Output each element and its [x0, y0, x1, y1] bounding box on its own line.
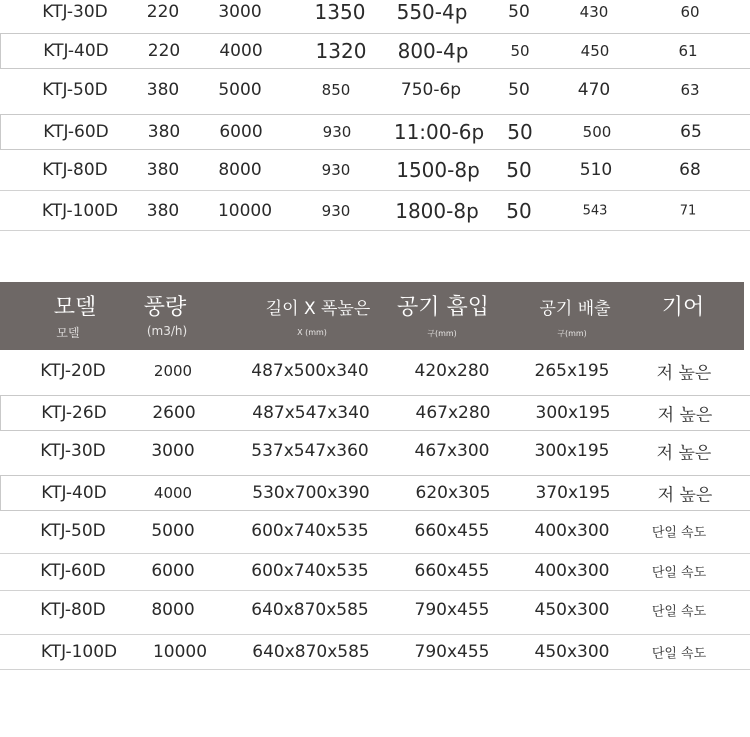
model-cell: KTJ-30D — [40, 441, 106, 461]
value-cell: 68 — [679, 160, 701, 180]
value-cell: 1320 — [315, 39, 367, 63]
airflow-cell: 4000 — [219, 41, 263, 61]
value-cell: 930 — [321, 202, 351, 220]
value-cell: 930 — [321, 161, 351, 179]
gear-cell: 저 높은 — [656, 363, 712, 384]
airflow-cell: 5000 — [218, 80, 262, 100]
intake-cell: 790x455 — [414, 642, 490, 662]
table-row — [0, 475, 750, 511]
motor-cell: 11:00-6p — [393, 120, 485, 144]
model-cell: KTJ-50D — [40, 521, 106, 541]
frequency-cell: 50 — [508, 2, 530, 22]
dimensions-cell: 600x740x535 — [251, 521, 369, 541]
exhaust-cell: 400x300 — [534, 561, 610, 581]
exhaust-cell: 450x300 — [534, 642, 610, 662]
airflow-cell: 4000 — [153, 484, 193, 502]
header-air-exhaust-unit: 구(mm) — [557, 329, 587, 338]
airflow-cell: 10000 — [152, 642, 208, 662]
gear-cell: 저 높은 — [657, 485, 713, 506]
table-row — [0, 553, 750, 589]
intake-cell: 660x455 — [414, 521, 490, 541]
header-gear: 기어 — [661, 295, 705, 320]
model-cell: KTJ-50D — [42, 80, 108, 100]
header-model: 모델 — [53, 295, 97, 320]
intake-cell: 467x280 — [415, 403, 491, 423]
table-row — [0, 395, 750, 431]
dimensions-cell: 537x547x360 — [251, 441, 369, 461]
airflow-cell: 2600 — [152, 403, 196, 423]
header-air-exhaust: 공기 배출 — [539, 299, 611, 319]
row-divider — [0, 190, 750, 191]
header-airflow: 풍량 — [143, 295, 187, 320]
value-cell: 850 — [321, 81, 351, 99]
table-row — [0, 193, 750, 229]
model-cell: KTJ-100D — [40, 642, 118, 662]
voltage-cell: 380 — [146, 201, 180, 221]
dimensions-cell: 600x740x535 — [251, 561, 369, 581]
voltage-cell: 220 — [147, 41, 181, 61]
table-row — [0, 592, 750, 628]
gear-cell: 단일 속도 — [651, 525, 707, 541]
intake-cell: 467x300 — [414, 441, 490, 461]
intake-cell: 790x455 — [414, 600, 490, 620]
gear-cell: 단일 속도 — [651, 604, 707, 620]
airflow-cell: 6000 — [219, 122, 263, 142]
gear-cell: 단일 속도 — [651, 565, 707, 581]
row-divider — [0, 669, 750, 670]
voltage-cell: 220 — [146, 2, 180, 22]
model-cell: KTJ-40D — [43, 41, 109, 61]
header-airflow-unit: (m3/h) — [146, 324, 188, 338]
table-row — [0, 33, 750, 69]
model-cell: KTJ-40D — [41, 483, 107, 503]
table-row — [0, 433, 750, 469]
model-cell: KTJ-30D — [42, 2, 108, 22]
exhaust-cell: 450x300 — [534, 600, 610, 620]
model-cell: KTJ-80D — [42, 160, 108, 180]
frequency-cell: 50 — [507, 120, 533, 144]
table-row — [0, 72, 750, 108]
header-dimensions: 길이 X 폭높은 — [265, 299, 371, 319]
motor-cell: 750-6p — [400, 80, 462, 100]
model-cell: KTJ-80D — [40, 600, 106, 620]
table-row — [0, 353, 750, 389]
dimensions-cell: 530x700x390 — [252, 483, 370, 503]
voltage-cell: 380 — [146, 80, 180, 100]
motor-cell: 1800-8p — [395, 199, 479, 223]
airflow-cell: 5000 — [151, 521, 195, 541]
gear-cell: 저 높은 — [657, 405, 713, 426]
value-cell: 470 — [577, 80, 611, 100]
model-cell: KTJ-26D — [41, 403, 107, 423]
airflow-cell: 2000 — [153, 362, 193, 380]
intake-cell: 420x280 — [414, 361, 490, 381]
row-divider — [0, 590, 750, 591]
header-air-intake: 공기 흡입 — [396, 295, 490, 320]
header-dimensions-unit: X (mm) — [297, 328, 327, 337]
intake-cell: 660x455 — [414, 561, 490, 581]
table-row — [0, 152, 750, 188]
motor-cell: 800-4p — [397, 39, 469, 63]
table-row — [0, 634, 750, 670]
value-cell: 430 — [579, 3, 609, 21]
frequency-cell: 50 — [506, 158, 532, 182]
table-row — [0, 513, 750, 549]
header-air-intake-unit: 구(mm) — [427, 329, 457, 338]
row-divider — [0, 230, 750, 231]
frequency-cell: 50 — [510, 42, 530, 60]
frequency-cell: 50 — [506, 199, 532, 223]
table-row — [0, 114, 750, 150]
value-cell: 65 — [680, 122, 702, 142]
intake-cell: 620x305 — [415, 483, 491, 503]
motor-cell: 550-4p — [396, 0, 468, 24]
value-cell: 510 — [579, 160, 613, 180]
value-cell: 500 — [582, 123, 612, 141]
exhaust-cell: 370x195 — [535, 483, 611, 503]
value-cell: 63 — [680, 81, 700, 99]
value-cell: 543 — [582, 203, 608, 219]
exhaust-cell: 300x195 — [535, 403, 611, 423]
model-cell: KTJ-60D — [40, 561, 106, 581]
model-cell: KTJ-60D — [43, 122, 109, 142]
model-cell: KTJ-100D — [41, 201, 119, 221]
motor-cell: 1500-8p — [396, 158, 480, 182]
dimensions-cell: 640x870x585 — [251, 600, 369, 620]
airflow-cell: 3000 — [151, 441, 195, 461]
table-header — [0, 282, 744, 350]
value-cell: 1350 — [314, 0, 366, 24]
airflow-cell: 8000 — [218, 160, 262, 180]
exhaust-cell: 400x300 — [534, 521, 610, 541]
dimensions-cell: 487x547x340 — [252, 403, 370, 423]
frequency-cell: 50 — [508, 80, 530, 100]
model-cell: KTJ-20D — [40, 361, 106, 381]
value-cell: 450 — [580, 42, 610, 60]
airflow-cell: 10000 — [217, 201, 273, 221]
header-model-sub: 모델 — [56, 326, 80, 340]
gear-cell: 단일 속도 — [651, 646, 707, 662]
dimensions-cell: 640x870x585 — [252, 642, 370, 662]
exhaust-cell: 300x195 — [534, 441, 610, 461]
value-cell: 60 — [680, 3, 700, 21]
value-cell: 61 — [678, 42, 698, 60]
airflow-cell: 3000 — [218, 2, 262, 22]
voltage-cell: 380 — [147, 122, 181, 142]
airflow-cell: 8000 — [151, 600, 195, 620]
value-cell: 930 — [322, 123, 352, 141]
value-cell: 71 — [679, 203, 697, 219]
voltage-cell: 380 — [146, 160, 180, 180]
airflow-cell: 6000 — [151, 561, 195, 581]
dimensions-cell: 487x500x340 — [251, 361, 369, 381]
gear-cell: 저 높은 — [656, 443, 712, 464]
table-row — [0, 0, 750, 30]
exhaust-cell: 265x195 — [534, 361, 610, 381]
